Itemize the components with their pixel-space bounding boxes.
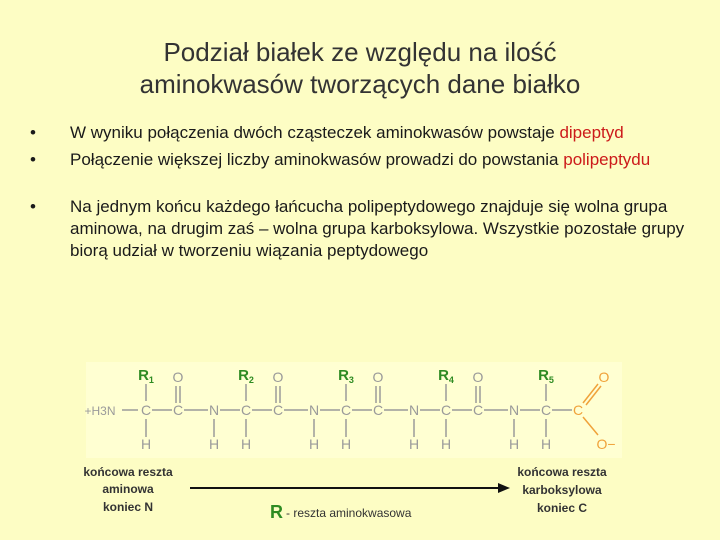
bullet-item-2 bbox=[30, 149, 690, 171]
bullet-text: Połączenie większej liczby aminokwasów prowadzi do powstania bbox=[70, 150, 559, 169]
alpha-hydrogen: H bbox=[540, 436, 552, 452]
alpha-carbon: C bbox=[440, 402, 452, 418]
left-label-line-3: koniec N bbox=[102, 500, 154, 514]
polypeptide-chain-svg bbox=[80, 360, 640, 532]
n-terminus-label: +H3N bbox=[84, 404, 116, 418]
residue-r-group-3: $R_3$ bbox=[338, 367, 354, 385]
carbonyl-oxygen: O bbox=[272, 369, 284, 385]
alpha-carbon: C bbox=[340, 402, 352, 418]
title-line-2: aminokwasów tworzących dane białko bbox=[139, 69, 581, 99]
bullet-text: W wyniku połączenia dwóch cząsteczek aminokwasów powstaje bbox=[70, 123, 555, 142]
carbonyl-oxygen: O bbox=[372, 369, 384, 385]
alpha-carbon: C bbox=[140, 402, 152, 418]
alpha-hydrogen: H bbox=[140, 436, 152, 452]
left-label-line-1: końcowa reszta bbox=[83, 465, 173, 479]
carboxyl-oxygen: O bbox=[598, 369, 610, 385]
alpha-carbon: C bbox=[240, 402, 252, 418]
bullet-list bbox=[30, 122, 690, 267]
bullet-dot: • bbox=[30, 150, 36, 169]
alpha-hydrogen: H bbox=[440, 436, 452, 452]
carbonyl-carbon: C bbox=[472, 402, 484, 418]
carboxyl-oxygen-minus: O− bbox=[596, 436, 616, 452]
alpha-carbon: C bbox=[540, 402, 552, 418]
right-label-line-2: karboksylowa bbox=[522, 483, 602, 497]
alpha-hydrogen: H bbox=[340, 436, 352, 452]
residue-r-group-4: $R_4$ bbox=[438, 367, 454, 385]
carbonyl-carbon: C bbox=[272, 402, 284, 418]
direction-arrow-head bbox=[498, 483, 510, 493]
amide-nitrogen: N bbox=[508, 402, 520, 418]
amide-hydrogen: H bbox=[408, 436, 420, 452]
bullet-item-3 bbox=[30, 196, 690, 262]
bullet-dot: • bbox=[30, 197, 36, 216]
slide-title bbox=[0, 36, 720, 100]
amide-hydrogen: H bbox=[308, 436, 320, 452]
alpha-hydrogen: H bbox=[240, 436, 252, 452]
amide-nitrogen: N bbox=[408, 402, 420, 418]
amide-nitrogen: N bbox=[208, 402, 220, 418]
right-label-line-1: końcowa reszta bbox=[517, 465, 607, 479]
residue-r-group-2: $R_2$ bbox=[238, 367, 254, 385]
carbonyl-carbon: C bbox=[372, 402, 384, 418]
carbonyl-oxygen: O bbox=[172, 369, 184, 385]
legend-text: - reszta aminokwasowa bbox=[286, 506, 412, 520]
amide-hydrogen: H bbox=[508, 436, 520, 452]
bullet-text: Na jednym końcu każdego łańcucha polipeptydowego znajduje się wolna grupa aminowa, na drugim zaś – wolna grupa karboksylowa. Wszystkie pozostałe grupy biorą udział w tworzeniu wiązania peptydowego bbox=[70, 197, 685, 260]
right-label-line-3: koniec C bbox=[536, 501, 588, 515]
bullet-highlight: dipeptyd bbox=[559, 123, 624, 142]
legend-r-letter: R bbox=[270, 502, 283, 522]
residue-r-group-5: $R_5$ bbox=[538, 367, 554, 385]
polypeptide-diagram bbox=[80, 360, 640, 532]
bullet-highlight: polipeptydu bbox=[563, 150, 651, 169]
carboxyl-carbon: C bbox=[572, 402, 584, 418]
amide-nitrogen: N bbox=[308, 402, 320, 418]
bullet-item-1 bbox=[30, 122, 690, 144]
bullet-dot: • bbox=[30, 123, 36, 142]
left-label-line-2: aminowa bbox=[102, 482, 154, 496]
residue-r-group-1: $R_1$ bbox=[138, 367, 154, 385]
title-line-1: Podział białek ze względu na ilość bbox=[163, 37, 557, 67]
amide-hydrogen: H bbox=[208, 436, 220, 452]
carbonyl-carbon: C bbox=[172, 402, 184, 418]
carbonyl-oxygen: O bbox=[472, 369, 484, 385]
